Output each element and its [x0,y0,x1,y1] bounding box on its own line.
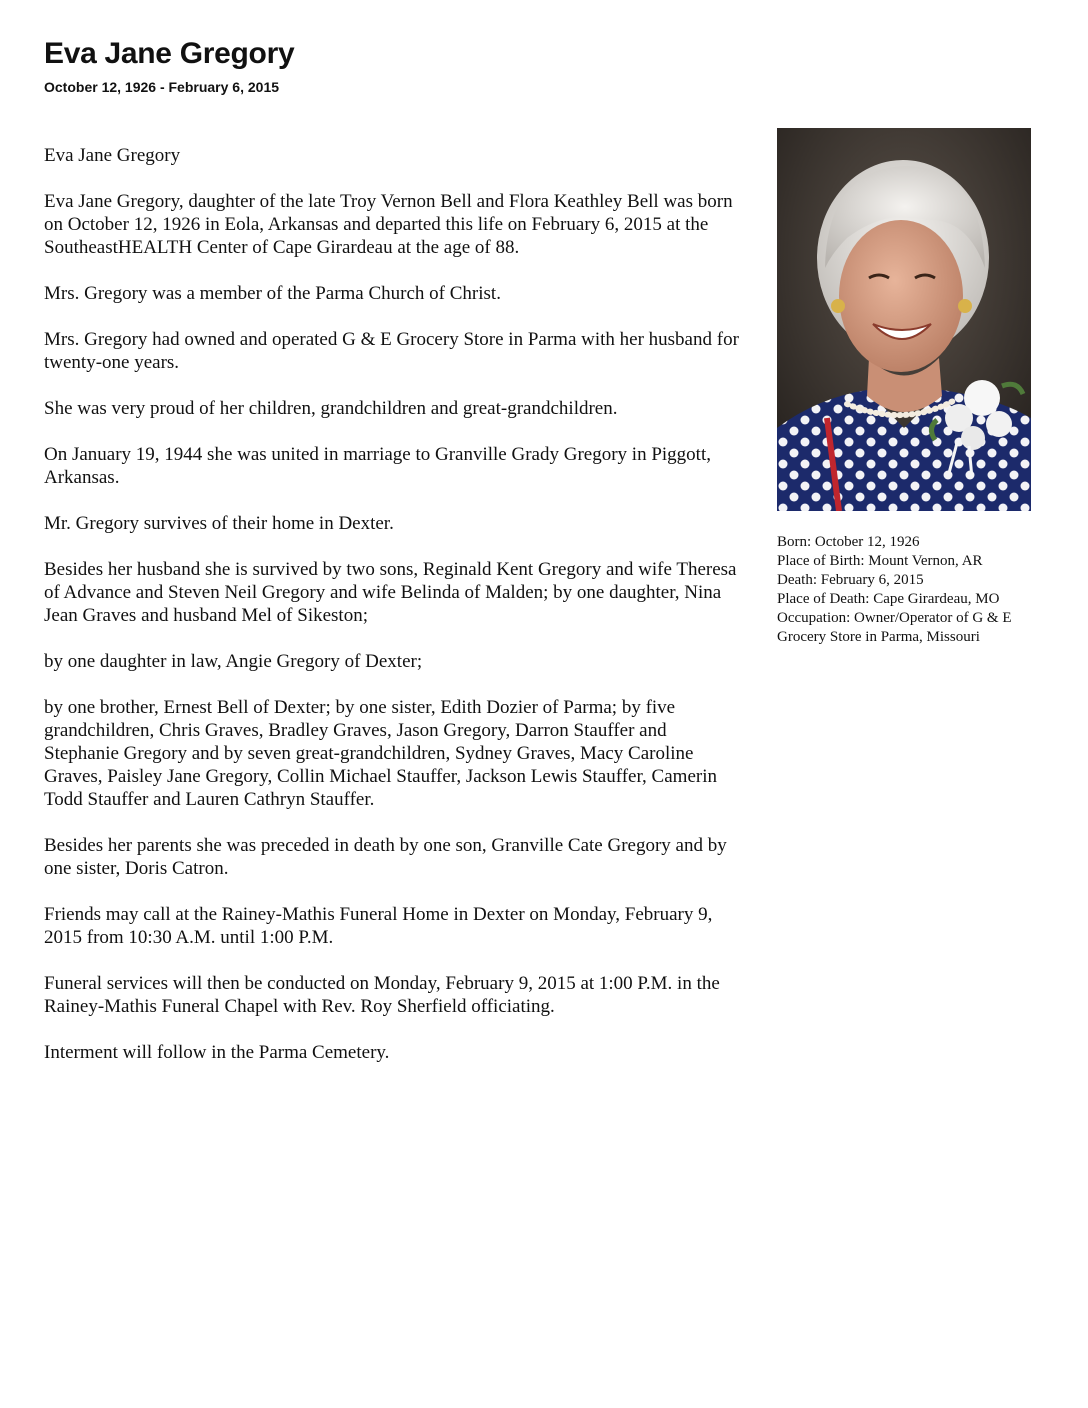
obituary-paragraph: On January 19, 1944 she was united in marriage to Granville Grady Gregory in Piggott, Arkansas. [44,444,711,488]
fact-occupation: Occupation: Owner/Operator of G & E Grocery Store in Parma, Missouri [777,610,1012,645]
obituary-paragraph: by one brother, Ernest Bell of Dexter; by one sister, Edith Dozier of Parma; by five grandchildren, Chris Graves, Bradley Graves, Jason Gregory, Darron Stauffer and Stephanie Gregory and by seven great-grandchildren, Sydney Graves, Macy Caroline Graves, Paisley Jane Gregory, Collin Michael Stauffer, Jackson Lewis Stauffer, Camerin Todd Stauffer and Lauren Cathryn Stauffer. [44,697,717,810]
obituary-paragraph: She was very proud of her children, grandchildren and great-grandchildren. [44,398,618,419]
fact-place-of-birth: Place of Birth: Mount Vernon, AR [777,553,983,569]
obituary-text [44,144,744,1087]
obituary-paragraph: Funeral services will then be conducted on Monday, February 9, 2015 at 1:00 P.M. in the Rainey-Mathis Funeral Chapel with Rev. Roy Sherfield officiating. [44,973,720,1017]
obituary-paragraph: by one daughter in law, Angie Gregory of Dexter; [44,651,423,672]
facts-sidebar [777,533,1051,647]
fact-death: Death: February 6, 2015 [777,572,924,588]
obituary-paragraph: Besides her husband she is survived by two sons, Reginald Kent Gregory and wife Theresa of Advance and Steven Neil Gregory and wife Belinda of Malden; by one daughter, Nina Jean Graves and husband Mel of Sikeston; [44,559,737,626]
obituary-paragraph: Besides her parents she was preceded in death by one son, Granville Cate Gregory and by one sister, Doris Catron. [44,835,727,879]
obituary-paragraph: Mr. Gregory survives of their home in Dexter. [44,513,394,534]
page-title: Eva Jane Gregory [44,37,295,70]
obituary-paragraph: Eva Jane Gregory, daughter of the late Troy Vernon Bell and Flora Keathley Bell was born on October 12, 1926 in Eola, Arkansas and departed this life on February 6, 2015 at the SoutheastHEALTH Center of Cape Girardeau at the age of 88. [44,191,733,258]
obituary-paragraph: Mrs. Gregory was a member of the Parma Church of Christ. [44,283,501,304]
obituary-paragraph: Interment will follow in the Parma Cemetery. [44,1042,390,1063]
obituary-paragraph: Mrs. Gregory had owned and operated G & E Grocery Store in Parma with her husband for twenty-one years. [44,329,739,373]
obituary-paragraph: Eva Jane Gregory [44,145,181,166]
fact-born: Born: October 12, 1926 [777,534,920,550]
life-dates: October 12, 1926 - February 6, 2015 [44,79,280,95]
fact-place-of-death: Place of Death: Cape Girardeau, MO [777,591,1000,607]
obituary-paragraph: Friends may call at the Rainey-Mathis Funeral Home in Dexter on Monday, February 9, 2015 from 10:30 A.M. until 1:00 P.M. [44,904,713,948]
portrait-photo [777,128,1031,511]
